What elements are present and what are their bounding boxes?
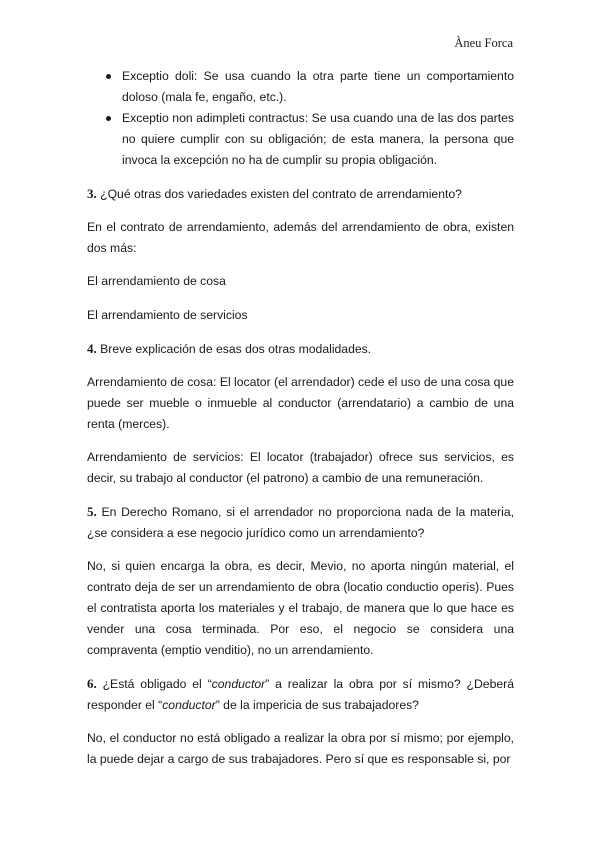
answer-6-paragraph: No, el conductor no está obligado a realizar la obra por sí mismo; por ejemplo, la puede dejar a cargo de sus trabajadores. Pero sí que es responsable si, por xyxy=(87,731,514,766)
list-item: Exceptio non adimpleti contractus: Se usa cuando una de las dos partes no quiere cumplir con su obligación; de esta manera, la persona que invoca la excepción no ha de cumplir su propia obligación. xyxy=(87,108,514,171)
answer-5-paragraph: No, si quien encarga la obra, es decir, Mevio, no aporta ningún material, el contrato deja de ser un arrendamiento de obra (locatio conductio operis). Pues el contratista aporta los materiales y el trabajo, de manera que lo que hace es vender una cosa terminada. Por eso, el negocio se considera una compraventa (emptio venditio), no un arrendamiento. xyxy=(87,559,514,657)
question-number: 3. xyxy=(87,186,97,201)
question-text-part: ” de la impericia de sus trabajadores? xyxy=(215,698,419,712)
answer-4-paragraph: Arrendamiento de cosa: El locator (el arrendador) cede el uso de una cosa que puede ser mueble o inmueble al conductor (arrendatario) a cambio de una renta (merces). xyxy=(87,375,514,431)
answer-3-item: El arrendamiento de servicios xyxy=(87,308,248,322)
question-4 xyxy=(87,338,514,360)
question-number: 5. xyxy=(87,504,97,519)
question-3 xyxy=(87,183,514,205)
question-6 xyxy=(87,673,514,716)
exceptions-list xyxy=(87,66,514,171)
page-header-author: Àneu Forca xyxy=(454,36,513,50)
list-item: Exceptio doli: Se usa cuando la otra parte tiene un comportamiento doloso (mala fe, engaño, etc.). xyxy=(87,66,514,108)
answer-3-item: El arrendamiento de cosa xyxy=(87,274,226,288)
page-content xyxy=(87,66,514,782)
answer-3-intro: En el contrato de arrendamiento, además del arrendamiento de obra, existen dos más: xyxy=(87,220,514,255)
question-5 xyxy=(87,501,514,544)
question-number: 6. xyxy=(87,676,97,691)
answer-4-paragraph: Arrendamiento de servicios: El locator (trabajador) ofrece sus servicios, es decir, su trabajo al conductor (el patrono) a cambio de una remuneración. xyxy=(87,450,514,485)
question-text: ¿Qué otras dos variedades existen del contrato de arrendamiento? xyxy=(96,187,462,201)
question-text-part: ¿Está obligado el “ xyxy=(96,677,212,691)
question-number: 4. xyxy=(87,341,97,356)
question-emphasis: conductor xyxy=(211,677,266,691)
question-text-part: ” a realizar la obra por sí mismo? ¿Deberá responder el “ xyxy=(87,677,514,712)
question-emphasis: conductor xyxy=(162,698,216,712)
question-text: En Derecho Romano, si el arrendador no proporciona nada de la materia, ¿se considera a ese negocio jurídico como un arrendamiento? xyxy=(87,505,514,540)
question-text: Breve explicación de esas dos otras modalidades. xyxy=(96,342,372,356)
